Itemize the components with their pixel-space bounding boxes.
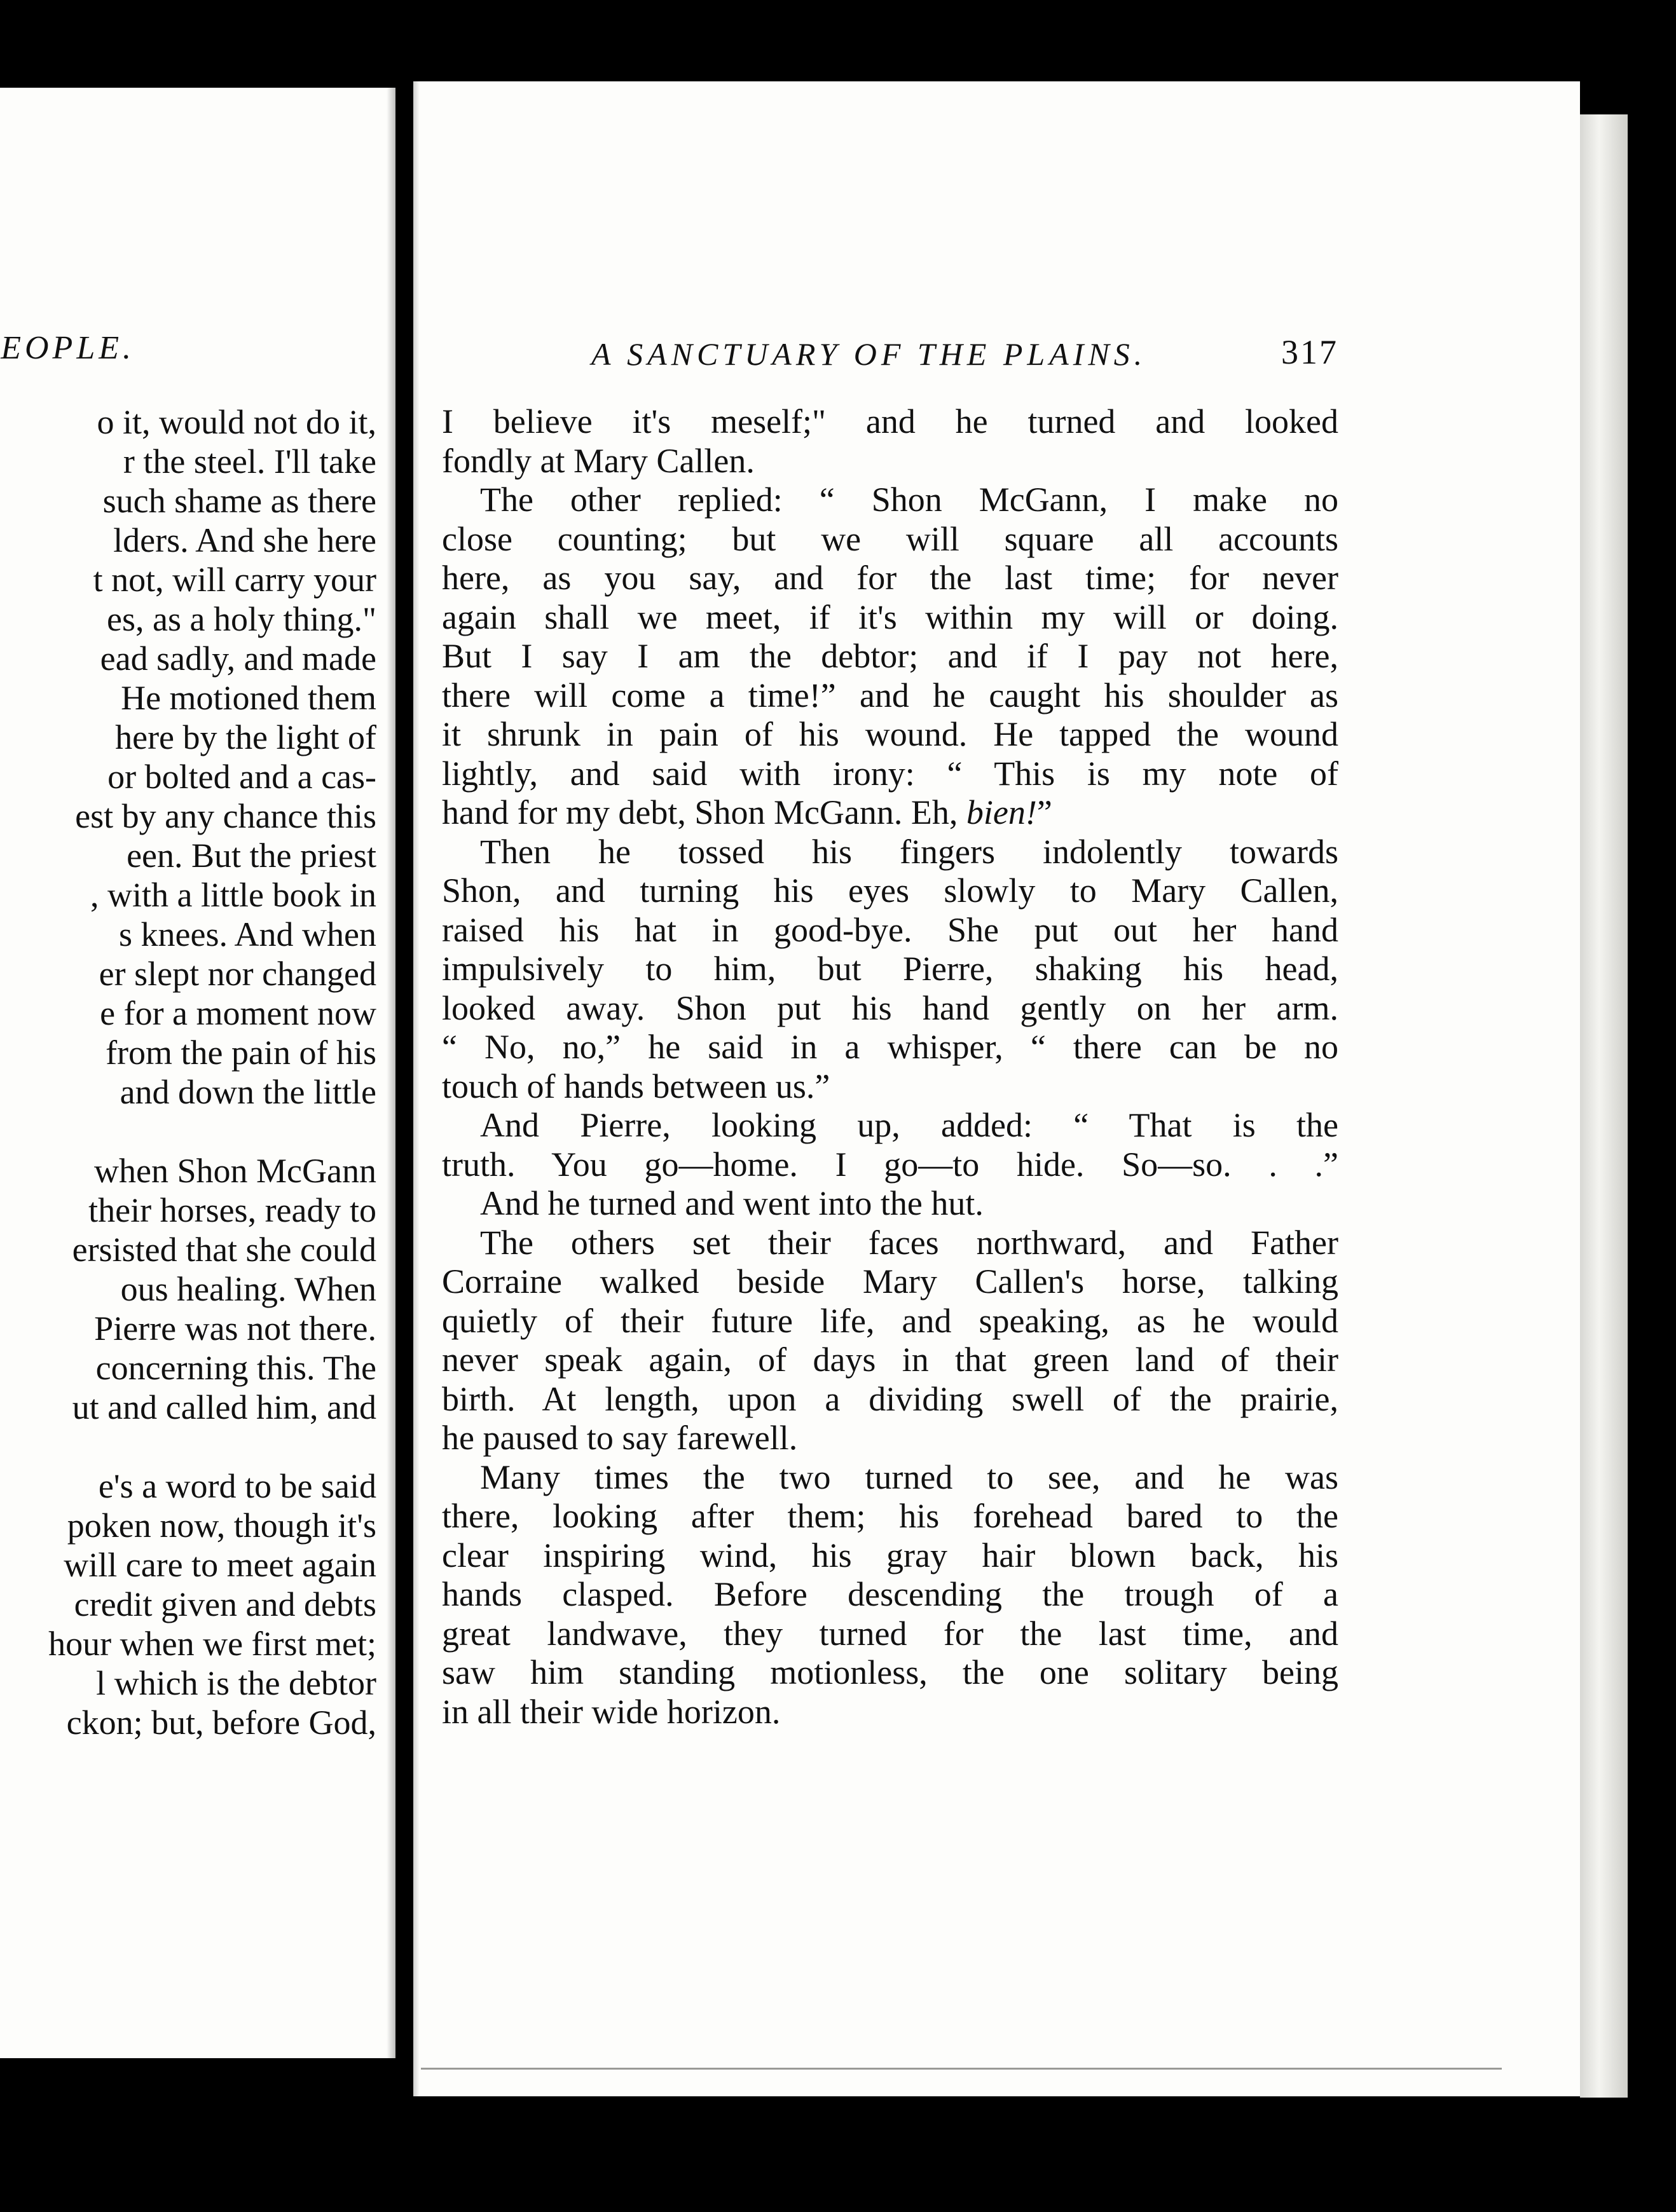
- text-line: And he turned and went into the hut.: [480, 1184, 984, 1222]
- text-line: saw him standing motionless, the one solitary being: [442, 1653, 1338, 1691]
- text-line: there, looking after them; his forehead bared to the: [442, 1497, 1338, 1535]
- left-text-line: es, as a holy thing.": [107, 600, 376, 638]
- text-line: The others set their faces northward, and Father: [480, 1223, 1338, 1262]
- left-text-line: o it, would not do it,: [97, 403, 376, 441]
- left-text-line: lders. And she here: [113, 521, 376, 559]
- text-line: in all their wide horizon.: [442, 1692, 781, 1731]
- text-line: But I say I am the debtor; and if I pay not here,: [442, 637, 1338, 675]
- left-text-line: , with a little book in: [90, 876, 376, 914]
- text-line: raised his hat in good-bye. She put out her hand: [442, 910, 1338, 949]
- text-line: lightly, and said with irony: “ This is my note of: [442, 754, 1338, 793]
- left-running-head: EOPLE.: [1, 330, 135, 366]
- left-text-line: credit given and debts: [74, 1585, 376, 1623]
- left-text-line: concerning this. The: [95, 1349, 376, 1387]
- page-number: 317: [1281, 333, 1338, 371]
- text-line: And Pierre, looking up, added: “ That is the: [480, 1106, 1338, 1144]
- left-text-line: or bolted and a cas-: [107, 758, 376, 796]
- left-text-line: He motioned them: [121, 679, 376, 717]
- left-text-line: e's a word to be said: [98, 1467, 376, 1505]
- left-text-line: e for a moment now: [100, 994, 376, 1032]
- left-text-line: their horses, ready to: [88, 1191, 376, 1229]
- left-page-edge-shadow: [387, 88, 395, 2058]
- text-line: here, as you say, and for the last time; for never: [442, 559, 1338, 597]
- text-line: I believe it's meself;" and he turned and looked: [442, 402, 1338, 440]
- text-line: impulsively to him, but Pierre, shaking his head,: [442, 950, 1338, 988]
- left-text-line: s knees. And when: [119, 915, 376, 953]
- left-text-line: ous healing. When: [120, 1270, 376, 1308]
- left-text-line: een. But the priest: [127, 836, 376, 875]
- left-text-line: ersisted that she could: [72, 1231, 376, 1269]
- text-line: great landwave, they turned for the last time, and: [442, 1614, 1338, 1653]
- left-text-line: such shame as there: [102, 482, 376, 520]
- text-line: looked away. Shon put his hand gently on her arm.: [442, 988, 1338, 1027]
- left-paragraph-gap: [0, 1427, 376, 1466]
- text-line: The other replied: “ Shon McGann, I make no: [480, 481, 1338, 519]
- running-head: A SANCTUARY OF THE PLAINS.: [591, 336, 1147, 372]
- left-text-line: ckon; but, before God,: [66, 1703, 376, 1742]
- text-line: close counting; but we will square all accounts: [442, 519, 1338, 558]
- text-line: hands clasped. Before descending the trough of a: [442, 1575, 1338, 1613]
- left-text-line: poken now, though it's: [67, 1506, 376, 1545]
- text-line: Many times the two turned to see, and he was: [480, 1458, 1338, 1496]
- text-line: Corraine walked beside Mary Callen's horse, talking: [442, 1262, 1338, 1301]
- text-line: again shall we meet, if it's within my will or doing.: [442, 597, 1338, 636]
- right-page: [413, 81, 1580, 2096]
- left-text-line: hour when we first met;: [48, 1625, 376, 1663]
- left-text-line: t not, will carry your: [93, 561, 376, 599]
- text-line: he paused to say farewell.: [442, 1419, 798, 1457]
- text-line: “ No, no,” he said in a whisper, “ there can be no: [442, 1028, 1338, 1066]
- left-page: [0, 88, 395, 2058]
- left-text-line: will care to meet again: [64, 1546, 376, 1584]
- left-text-line: er slept nor changed: [99, 955, 376, 993]
- text-line: it shrunk in pain of his wound. He tapped the wound: [442, 715, 1338, 753]
- book-gutter: [395, 76, 413, 2110]
- left-text-line: Pierre was not there.: [94, 1309, 376, 1348]
- left-text-line: ut and called him, and: [72, 1388, 376, 1426]
- left-text-line: r the steel. I'll take: [123, 442, 376, 481]
- left-text-line: and down the little: [120, 1073, 376, 1111]
- left-paragraph-gap: [0, 1112, 376, 1151]
- text-line: never speak again, of days in that green land of their: [442, 1341, 1338, 1379]
- left-text-line: est by any chance this: [75, 797, 376, 835]
- page-edges: [1580, 114, 1628, 2098]
- text-line: clear inspiring wind, his gray hair blown back, his: [442, 1536, 1338, 1574]
- bottom-edge-line: [421, 2068, 1502, 2070]
- page-body-text: [442, 402, 1338, 1731]
- text-line: touch of hands between us.”: [442, 1067, 830, 1105]
- text-line: quietly of their future life, and speaking, as he would: [442, 1301, 1338, 1340]
- left-text-line: from the pain of his: [106, 1034, 376, 1072]
- left-text-line: here by the light of: [115, 718, 376, 756]
- text-line: hand for my debt, Shon McGann. Eh, bien!”: [442, 793, 1052, 831]
- text-line: there will come a time!” and he caught his shoulder as: [442, 676, 1338, 714]
- text-line: truth. You go—home. I go—to hide. So—so. . .”: [442, 1145, 1338, 1184]
- right-page-inner-shadow: [413, 81, 420, 2096]
- text-line: Then he tossed his fingers indolently towards: [480, 832, 1338, 871]
- text-line: fondly at Mary Callen.: [442, 441, 755, 480]
- text-line: birth. At length, upon a dividing swell of the prairie,: [442, 1379, 1338, 1418]
- left-page-text: [0, 402, 376, 1742]
- left-text-line: ead sadly, and made: [100, 639, 376, 678]
- left-text-line: when Shon McGann: [94, 1152, 376, 1190]
- text-line: Shon, and turning his eyes slowly to Mary Callen,: [442, 871, 1338, 910]
- left-text-line: l which is the debtor: [96, 1664, 376, 1702]
